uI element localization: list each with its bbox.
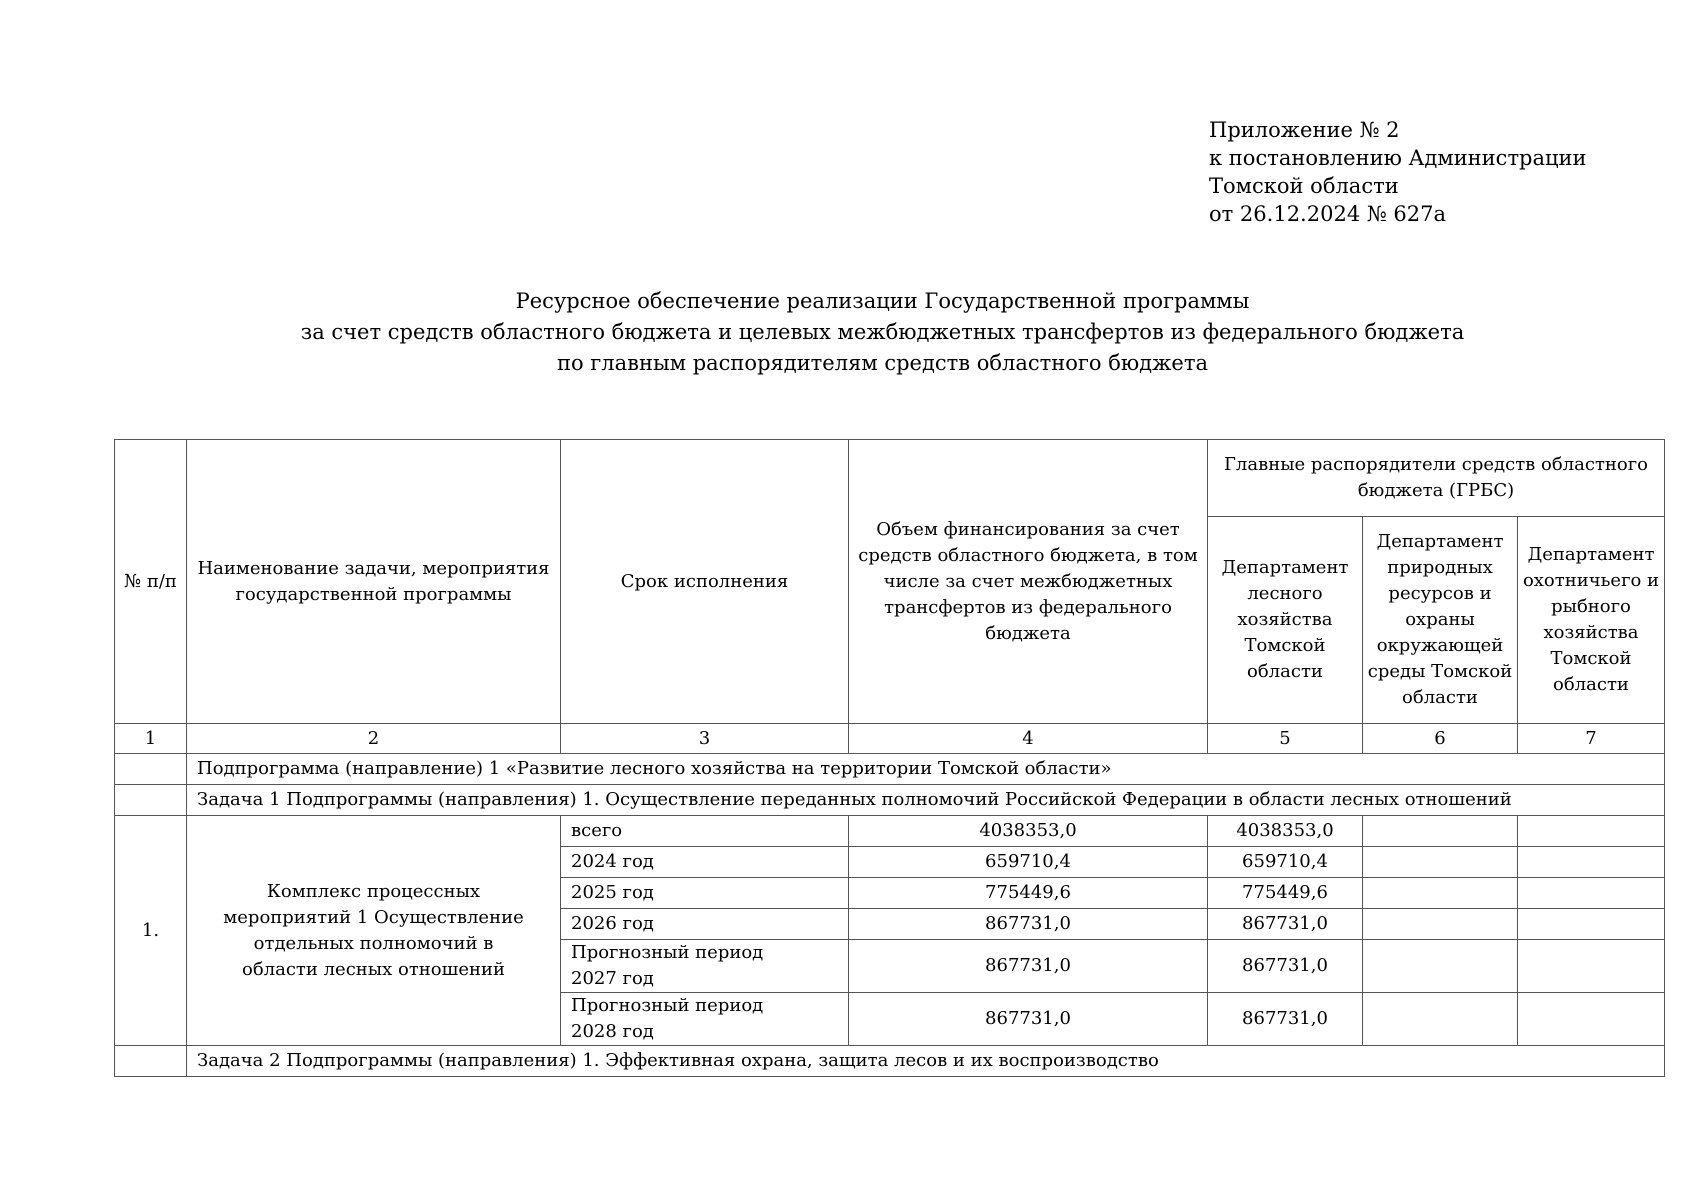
dept-nature-cell bbox=[1363, 940, 1518, 993]
dept-forest-cell: 867731,0 bbox=[1208, 909, 1363, 940]
column-number: 2 bbox=[187, 724, 561, 754]
period-cell: Прогнозный период 2027 год bbox=[561, 940, 849, 993]
period-cell: 2025 год bbox=[561, 878, 849, 909]
header-dept-hunting: Департамент охотничьего и рыбного хозяйства Томской области bbox=[1518, 517, 1665, 724]
dept-forest-cell: 867731,0 bbox=[1208, 940, 1363, 993]
total-cell: 4038353,0 bbox=[849, 816, 1208, 847]
appendix-line-1: Приложение № 2 bbox=[1209, 118, 1400, 142]
period-cell: 2024 год bbox=[561, 847, 849, 878]
total-cell: 867731,0 bbox=[849, 940, 1208, 993]
column-number: 6 bbox=[1363, 724, 1518, 754]
column-number: 1 bbox=[115, 724, 187, 754]
period-cell: Прогнозный период 2028 год bbox=[561, 993, 849, 1046]
dept-forest-cell: 659710,4 bbox=[1208, 847, 1363, 878]
header-grbs: Главные распорядители средств областного бюджета (ГРБС) bbox=[1208, 440, 1665, 517]
title-line-2: за счет средств областного бюджета и целевых межбюджетных трансфертов из федерального бюджета bbox=[300, 320, 1465, 344]
empty-cell bbox=[115, 754, 187, 785]
title-line-3: по главным распорядителям средств областного бюджета bbox=[556, 351, 1208, 375]
header-dept-nature: Департамент природных ресурсов и охраны окружающей среды Томской области bbox=[1363, 517, 1518, 724]
dept-hunting-cell bbox=[1518, 940, 1665, 993]
column-number: 7 bbox=[1518, 724, 1665, 754]
column-number: 3 bbox=[561, 724, 849, 754]
appendix-block bbox=[1209, 116, 1587, 228]
header-row-1 bbox=[115, 440, 1665, 517]
task-1-title: Задача 1 Подпрограммы (направления) 1. Осуществление переданных полномочий Российской Федерации в области лесных отношений bbox=[187, 785, 1665, 816]
subprogram-row bbox=[115, 754, 1665, 785]
total-cell: 775449,6 bbox=[849, 878, 1208, 909]
appendix-line-3: Томской области bbox=[1209, 174, 1399, 198]
header-index: № п/п bbox=[115, 440, 187, 724]
column-number-row bbox=[115, 724, 1665, 754]
appendix-line-2: к постановлению Администрации bbox=[1209, 146, 1587, 170]
dept-forest-cell: 775449,6 bbox=[1208, 878, 1363, 909]
period-cell: 2026 год bbox=[561, 909, 849, 940]
header-dept-forest: Департамент лесного хозяйства Томской области bbox=[1208, 517, 1363, 724]
period-cell: всего bbox=[561, 816, 849, 847]
item-name: Комплекс процессных мероприятий 1 Осуществление отдельных полномочий в области лесных отношений bbox=[187, 816, 561, 1046]
total-cell: 867731,0 bbox=[849, 909, 1208, 940]
dept-nature-cell bbox=[1363, 909, 1518, 940]
title-line-1: Ресурсное обеспечение реализации Государственной программы bbox=[515, 289, 1250, 313]
resource-table bbox=[114, 439, 1665, 1077]
dept-hunting-cell bbox=[1518, 993, 1665, 1046]
column-number: 4 bbox=[849, 724, 1208, 754]
dept-nature-cell bbox=[1363, 847, 1518, 878]
dept-hunting-cell bbox=[1518, 909, 1665, 940]
header-funding-volume: Объем финансирования за счет средств областного бюджета, в том числе за счет межбюджетных трансфертов из федерального бюджета bbox=[849, 440, 1208, 724]
dept-forest-cell: 4038353,0 bbox=[1208, 816, 1363, 847]
header-period: Срок исполнения bbox=[561, 440, 849, 724]
empty-cell bbox=[115, 1046, 187, 1077]
dept-nature-cell bbox=[1363, 993, 1518, 1046]
task-1-row bbox=[115, 785, 1665, 816]
dept-forest-cell: 867731,0 bbox=[1208, 993, 1363, 1046]
column-number: 5 bbox=[1208, 724, 1363, 754]
task-2-title: Задача 2 Подпрограммы (направления) 1. Эффективная охрана, защита лесов и их воспроизводство bbox=[187, 1046, 1665, 1077]
dept-hunting-cell bbox=[1518, 847, 1665, 878]
subprogram-title: Подпрограмма (направление) 1 «Развитие лесного хозяйства на территории Томской области» bbox=[187, 754, 1665, 785]
item-index: 1. bbox=[115, 816, 187, 1046]
empty-cell bbox=[115, 785, 187, 816]
dept-nature-cell bbox=[1363, 878, 1518, 909]
task-2-row bbox=[115, 1046, 1665, 1077]
dept-hunting-cell bbox=[1518, 878, 1665, 909]
document-title bbox=[0, 286, 1698, 379]
dept-nature-cell bbox=[1363, 816, 1518, 847]
total-cell: 659710,4 bbox=[849, 847, 1208, 878]
appendix-line-4: от 26.12.2024 № 627а bbox=[1209, 202, 1446, 226]
item-row bbox=[115, 816, 1665, 847]
dept-hunting-cell bbox=[1518, 816, 1665, 847]
total-cell: 867731,0 bbox=[849, 993, 1208, 1046]
header-task-name: Наименование задачи, мероприятия государственной программы bbox=[187, 440, 561, 724]
